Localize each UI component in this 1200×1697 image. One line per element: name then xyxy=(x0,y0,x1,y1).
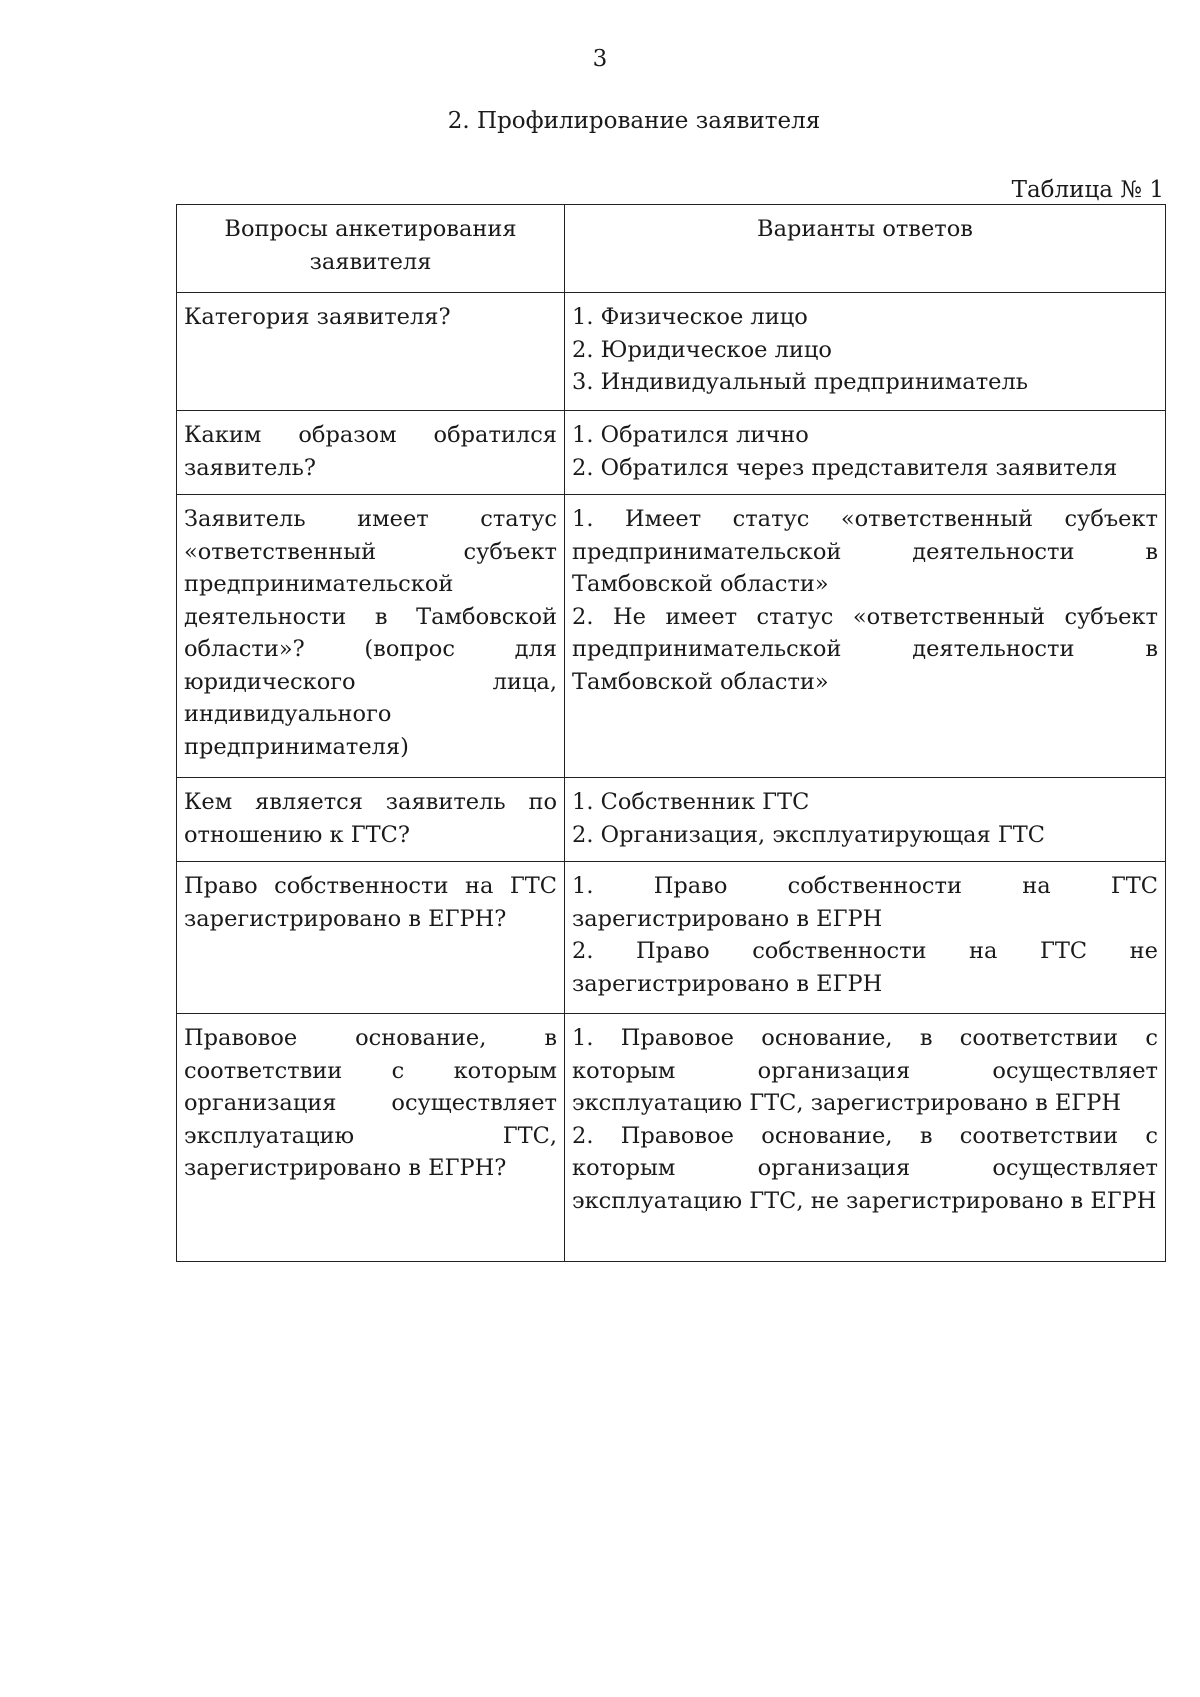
answer-option: 2. Не имеет статус «ответственный субъект предпринимательской деятельности в Тамбовской области» xyxy=(572,603,1158,695)
answers-cell xyxy=(565,862,1166,1014)
answer-option: 1. Имеет статус «ответственный субъект предпринимательской деятельности в Тамбовской области» xyxy=(572,506,1158,597)
header-answers: Варианты ответов xyxy=(565,205,1166,293)
answer-option: 1. Право собственности на ГТС зарегистрировано в ЕГРН xyxy=(572,873,1158,932)
table-row xyxy=(177,293,1166,411)
question-cell: Категория заявителя? xyxy=(177,293,565,411)
answer-option: 2. Обратился через представителя заявителя xyxy=(572,454,1118,481)
question-cell: Право собственности на ГТС зарегистрировано в ЕГРН? xyxy=(177,862,565,1014)
question-cell: Заявитель имеет статус «ответственный субъект предпринимательской деятельности в Тамбовской области»? (вопрос для юридического лица, индивидуального предпринимателя) xyxy=(177,495,565,778)
answer-option: 3. Индивидуальный предприниматель xyxy=(572,369,1029,395)
answers-cell xyxy=(565,411,1166,495)
question-cell: Правовое основание, в соответствии с которым организация осуществляет эксплуатацию ГТС, зарегистрировано в ЕГРН? xyxy=(177,1014,565,1262)
table-row xyxy=(177,495,1166,778)
answer-option: 2. Правовое основание, в соответствии с которым организация осуществляет эксплуатацию ГТС, не зарегистрировано в ЕГРН xyxy=(572,1122,1158,1214)
table-row xyxy=(177,411,1166,495)
answer-option: 2. Право собственности на ГТС не зарегистрировано в ЕГРН xyxy=(572,938,1158,997)
question-cell: Кем является заявитель по отношению к ГТС? xyxy=(177,778,565,862)
table-row xyxy=(177,778,1166,862)
answers-cell xyxy=(565,778,1166,862)
table-row xyxy=(177,862,1166,1014)
answer-option: 1. Собственник ГТС xyxy=(572,789,810,815)
answer-option: 2. Организация, эксплуатирующая ГТС xyxy=(572,821,1045,848)
answers-cell xyxy=(565,495,1166,778)
answer-option: 1. Обратился лично xyxy=(572,422,809,448)
section-title: 2. Профилирование заявителя xyxy=(447,108,821,134)
answer-option: 1. Правовое основание, в соответствии с которым организация осуществляет эксплуатацию ГТС, зарегистрировано в ЕГРН xyxy=(572,1025,1158,1116)
page-number: 3 xyxy=(592,46,608,72)
profile-table xyxy=(176,204,1166,1262)
question-cell: Каким образом обратился заявитель? xyxy=(177,411,565,495)
answer-option: 2. Юридическое лицо xyxy=(572,336,832,363)
answers-cell xyxy=(565,1014,1166,1262)
answers-cell xyxy=(565,293,1166,411)
header-questions: Вопросы анкетирования заявителя xyxy=(177,205,565,293)
table-header-row xyxy=(177,205,1166,293)
table-row xyxy=(177,1014,1166,1262)
table-caption: Таблица № 1 xyxy=(1011,177,1164,203)
answer-option: 1. Физическое лицо xyxy=(572,304,808,330)
